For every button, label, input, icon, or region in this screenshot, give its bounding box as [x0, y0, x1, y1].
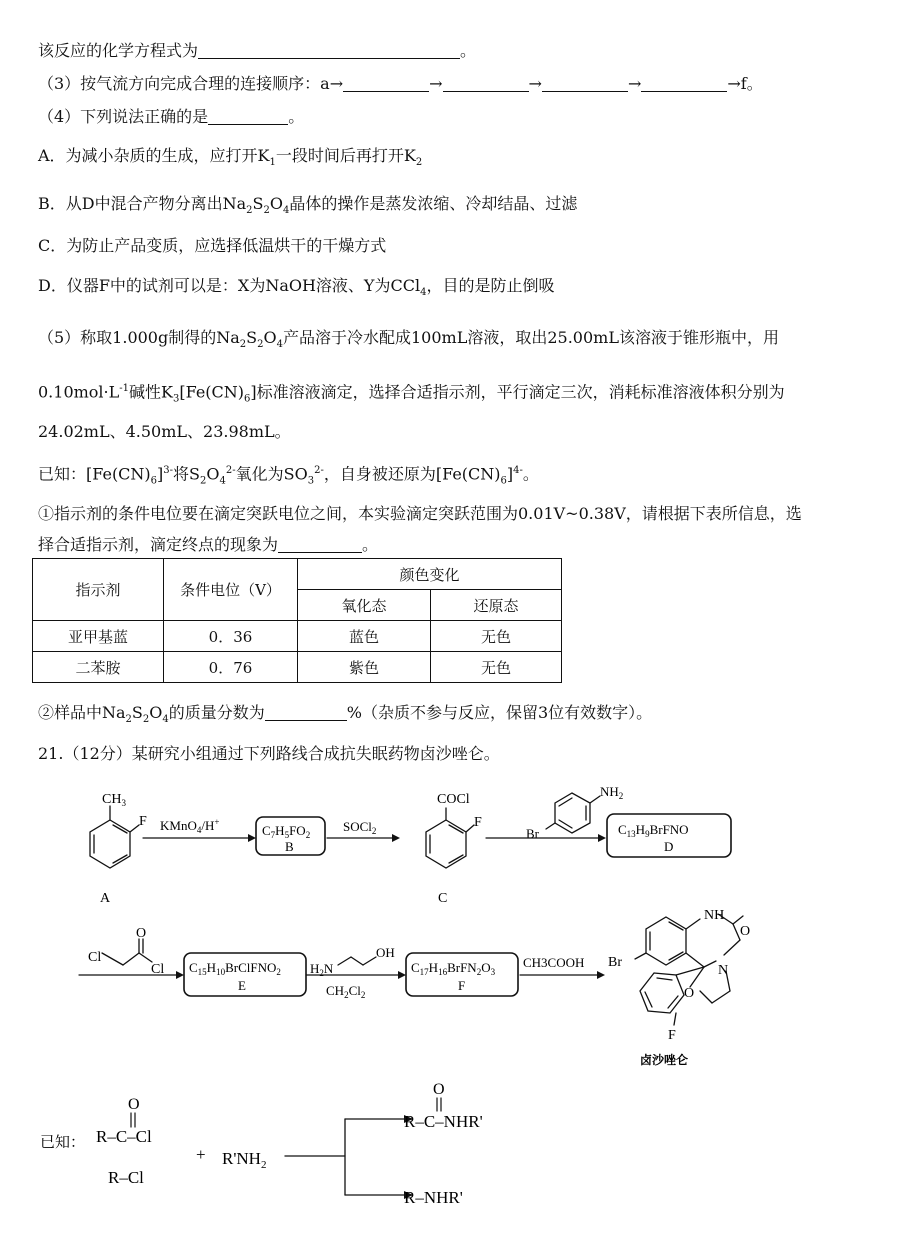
text: B．从D中混合产物分离出Na	[38, 194, 247, 213]
product-o2: O	[684, 986, 695, 1001]
text: （5）称取1.000g制得的Na	[38, 328, 240, 347]
text: 氧化为SO	[235, 464, 308, 484]
cell: 0．76	[164, 652, 298, 683]
question-5-line3	[38, 421, 291, 443]
known-amine: $R'NH_2$	[222, 1149, 267, 1171]
reagent-socl2: SOCl$_2$	[343, 819, 377, 836]
chloroacetyl-chloride	[102, 939, 152, 965]
text: D．仪器F中的试剂可以是：X为NaOH溶液、Y为CCl	[38, 276, 421, 295]
known-info: 已知：$[Fe(CN)_6]^{3-}$将$S_2O_4^{2-}$氧化为$SO_3^{2-}$，自身被还原为$[Fe(CN)_6]^{4-}$。	[38, 464, 539, 487]
text: 。	[362, 535, 379, 554]
label-d: D	[664, 839, 674, 854]
c-cocl: COCl	[437, 792, 470, 807]
question-4	[38, 106, 304, 128]
a-f: F	[139, 814, 147, 829]
known-sec-amine: R–NHR'	[404, 1188, 463, 1207]
known-alkyl-chloride: R–Cl	[108, 1168, 144, 1187]
formula-d: $C_{13}H_9BrFNO$	[618, 822, 689, 839]
sub-question-1-line2	[38, 534, 378, 556]
option-b: B．从D中混合产物分离出$Na_2S_2O_4$晶体的操作是蒸发浓缩、冷却结晶、过滤	[38, 194, 578, 217]
table-row	[33, 652, 562, 683]
header-reduced: 还原态	[431, 590, 562, 621]
product-name: 卤沙唑仑	[640, 1053, 689, 1067]
text: 该反应的化学方程式为	[38, 41, 199, 60]
product-br: Br	[608, 955, 622, 970]
text: （3）按气流方向完成合理的连接顺序：a	[38, 74, 330, 93]
text: 的质量分数为	[168, 703, 265, 722]
oh: OH	[376, 945, 395, 960]
option-a: A．为减小杂质的生成，应打开$K_1$一段时间后再打开$K_2$	[38, 146, 423, 169]
branch-arrow	[285, 1119, 405, 1195]
text: 。	[288, 107, 305, 126]
header-potential: 条件电位（V）	[164, 559, 298, 621]
product-nh: NH	[704, 908, 725, 923]
answer-blank[interactable]	[443, 75, 529, 92]
h2n: $H_2N$	[310, 961, 334, 978]
text: [Fe(CN)	[179, 382, 245, 402]
text: A．为减小杂质的生成，应打开K	[38, 146, 270, 165]
question-3: （3）按气流方向完成合理的连接顺序：a→ → → → →f。	[38, 74, 763, 93]
label-a: A	[100, 891, 111, 906]
a-ch3: $CH_3$	[102, 792, 126, 808]
br-1: Br	[526, 826, 539, 841]
known-o: O	[128, 1096, 140, 1113]
cell: 无色	[431, 621, 562, 652]
answer-blank[interactable]	[278, 536, 362, 553]
compound-a	[90, 806, 139, 868]
header-color-change: 颜色变化	[298, 559, 562, 590]
cell: 蓝色	[298, 621, 431, 652]
sub-question-1	[38, 503, 802, 525]
text: 晶体的操作是蒸发浓缩、冷却结晶、过滤	[289, 194, 578, 213]
synthesis-scheme	[0, 781, 900, 1251]
text: 将S	[173, 464, 201, 484]
product-n: N	[718, 963, 729, 978]
text: 择合适指示剂，滴定终点的现象为	[38, 535, 279, 554]
known-acyl-chloride: R–C–Cl	[96, 1127, 152, 1146]
line-equation	[38, 40, 476, 62]
cl-a: Cl	[88, 950, 102, 965]
header-indicator: 指示剂	[33, 559, 164, 621]
question-21	[38, 743, 500, 765]
product-f: F	[668, 1028, 676, 1043]
known-plus: +	[196, 1145, 206, 1164]
answer-blank[interactable]	[641, 75, 727, 92]
text: 24.02mL、4.50mL、23.98mL。	[38, 422, 291, 441]
cell: 无色	[431, 652, 562, 683]
formula-b: $C_7H_5FO_2$	[262, 823, 311, 840]
formula-f: $C_{17}H_{16}BrFN_2O_3$	[411, 960, 496, 977]
text: ]标准溶液滴定，选择合适指示剂，平行滴定三次，消耗标准溶液体积分别为	[250, 382, 785, 402]
compound-c	[426, 808, 474, 868]
o-a: O	[136, 926, 147, 941]
question-5-line2: $0.10mol\cdot L^{-1}$碱性$K_3[Fe(CN)_6]$标准溶液滴定，选择合适指示剂，平行滴定三次，消耗标准溶液体积分别为	[38, 382, 785, 405]
product-o: O	[740, 924, 751, 939]
label-e: E	[238, 978, 246, 993]
cell: 亚甲基蓝	[33, 621, 164, 652]
answer-blank[interactable]	[198, 42, 460, 59]
cl-b: Cl	[151, 962, 165, 977]
text: ，目的是防止倒吸	[426, 276, 555, 295]
cell: 二苯胺	[33, 652, 164, 683]
cell: 紫色	[298, 652, 431, 683]
text: ②样品中Na	[38, 703, 126, 722]
text: 0.10mol·L	[38, 382, 120, 402]
text: ①指示剂的条件电位要在滴定突跃电位之间，本实验滴定突跃范围为0.01V~0.38V，请根据下表所信息，选	[38, 504, 802, 523]
cell: 0．36	[164, 621, 298, 652]
reagent-kmno4: KMnO$_4$/H+	[160, 817, 220, 835]
text: f。	[740, 74, 763, 93]
known-o2: O	[433, 1081, 445, 1098]
option-c	[38, 235, 386, 257]
answer-blank[interactable]	[343, 75, 429, 92]
solvent: $CH_2Cl_2$	[326, 983, 366, 1000]
bromoaniline	[546, 793, 600, 833]
label-f: F	[458, 978, 466, 993]
question-5: （5）称取1.000g制得的$Na_2S_2O_4$产品溶于冷水配成100mL溶液，取出25.00mL该溶液于锥形瓶中，用	[38, 328, 779, 351]
text: 一段时间后再打开K	[275, 146, 416, 165]
known-label: 已知：	[40, 1135, 86, 1151]
aminoethanol	[338, 957, 376, 965]
text: 已知：[Fe(CN)	[38, 464, 151, 484]
text: 碱性K	[129, 382, 173, 402]
known-amide: R–C–NHR'	[404, 1112, 483, 1131]
text: %（杂质不参与反应，保留3位有效数字）。	[346, 703, 653, 722]
sub-question-2: ②样品中$Na_2S_2O_4$的质量分数为 %（杂质不参与反应，保留3位有效数字）。	[38, 703, 653, 726]
text: 。	[460, 41, 477, 60]
answer-blank[interactable]	[208, 108, 288, 125]
answer-blank[interactable]	[265, 704, 347, 721]
nh2: $NH_2$	[600, 784, 624, 801]
label-c: C	[438, 891, 448, 906]
c-f: F	[474, 815, 482, 830]
acid: CH3COOH	[523, 955, 585, 970]
formula-e: $C_{15}H_{10}BrClFNO_2$	[189, 960, 281, 977]
text: 产品溶于冷水配成100mL溶液，取出25.00mL该溶液于锥形瓶中，用	[283, 328, 779, 347]
text: C．为防止产品变质，应选择低温烘干的干燥方式	[38, 236, 387, 255]
label-b: B	[285, 839, 294, 854]
answer-blank[interactable]	[542, 75, 628, 92]
table-row	[33, 621, 562, 652]
text: 。	[522, 464, 539, 484]
header-oxidized: 氧化态	[298, 590, 431, 621]
indicator-table	[32, 558, 562, 683]
option-d: D．仪器F中的试剂可以是：X为NaOH溶液、Y为CCl$_4$，目的是防止倒吸	[38, 276, 555, 299]
text: 21.（12分）某研究小组通过下列路线合成抗失眠药物卤沙唑仑。	[38, 744, 500, 763]
text: （4）下列说法正确的是	[38, 107, 209, 126]
text: ，自身被还原为[Fe(CN)	[323, 464, 501, 484]
